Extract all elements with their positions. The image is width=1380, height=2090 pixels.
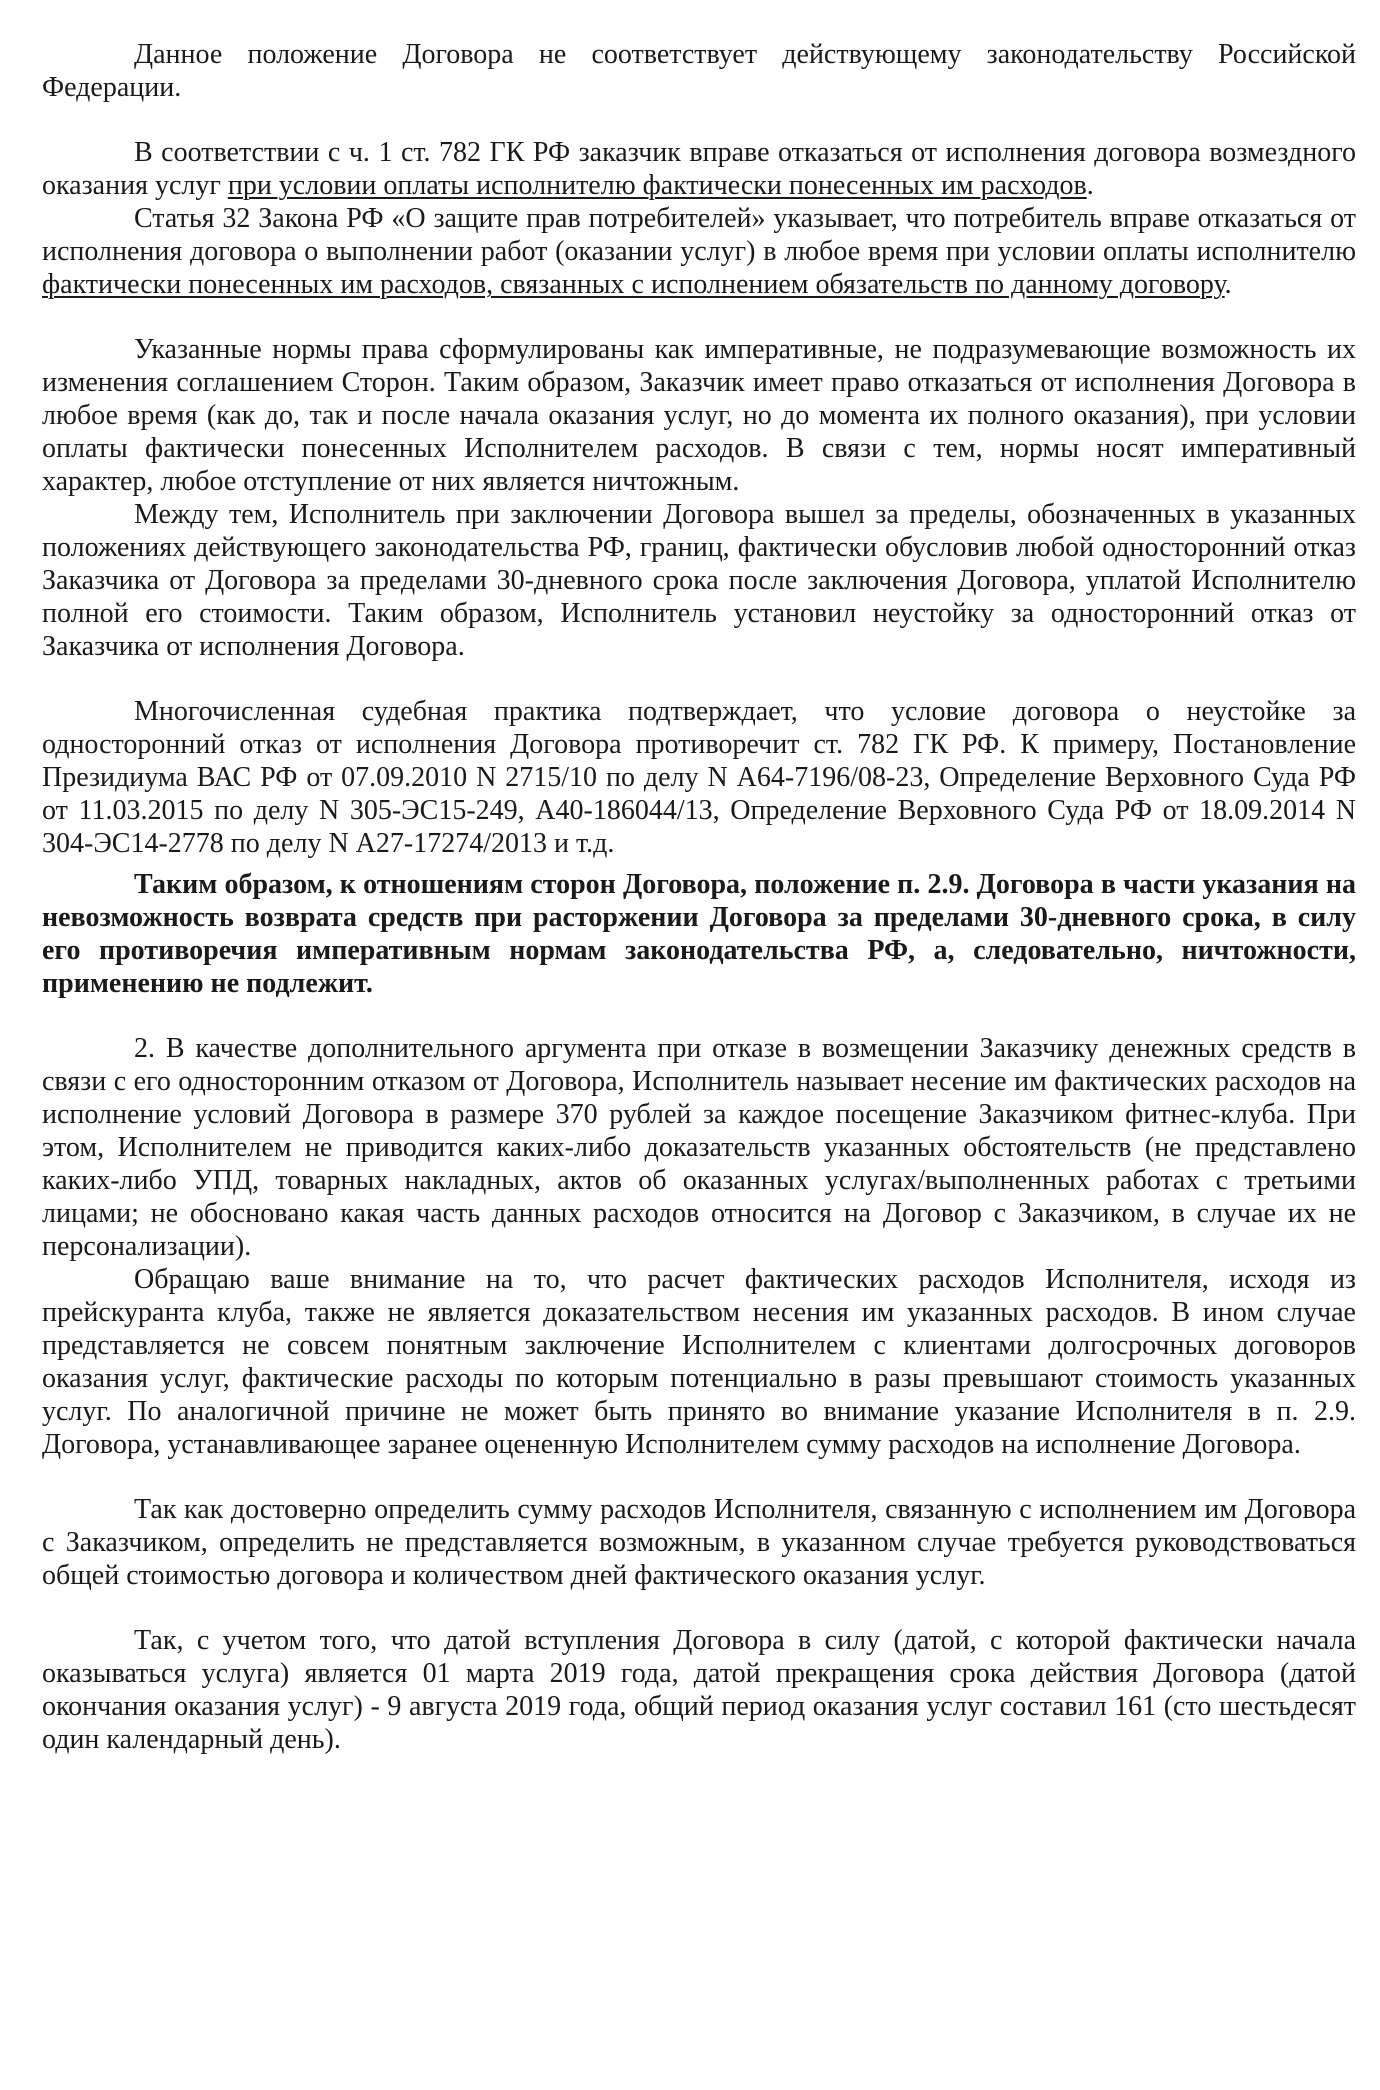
paragraph-conclusion-bold: Таким образом, к отношениям сторон Договора, положение п. 2.9. Договора в части указания на невозможность возврата средств при расторжении Договора за пределами 30-дневного срока, в силу его противоречия императивным нормам законодательства РФ, а, следовательно, ничтожности, применению не подлежит. bbox=[42, 869, 1356, 999]
paragraph-price-list: Обращаю ваше внимание на то, что расчет фактических расходов Исполнителя, исходя из прейскуранта клуба, также не является доказательством несения им указанных расходов. В ином случае представляется не совсем понятным заключение Исполнителем с клиентами долгосрочных договоров оказания услуг, фактические расходы по которым потенциально в разы превышают стоимость указанных услуг. По аналогичной причине не может быть принято во внимание указание Исполнителя в п. 2.9. Договора, устанавливающее заранее оцененную Исполнителем сумму расходов на исполнение Договора. bbox=[42, 1264, 1356, 1460]
underlined-text: фактически понесенных им расходов, связанных с исполнением обязательств по данному договору bbox=[42, 269, 1225, 300]
paragraph-contractor-limits: Между тем, Исполнитель при заключении Договора вышел за пределы, обозначенных в указанных положениях действующего законодательства РФ, границ, фактически обусловив любой односторонний отказ Заказчика от Договора за пределами 30-дневного срока после заключения Договора, уплатой Исполнителю полной его стоимости. Таким образом, Исполнитель установил неустойку за односторонний отказ от Заказчика от исполнения Договора. bbox=[42, 499, 1356, 662]
underlined-text: при условии оплаты исполнителю фактически понесенных им расходов bbox=[227, 170, 1087, 201]
paragraph-legislation-mismatch: Данное положение Договора не соответствует действующему законодательству Российской Федерации. bbox=[42, 39, 1356, 103]
paragraph-cost-calculation: Так как достоверно определить сумму расходов Исполнителя, связанную с исполнением им Договора с Заказчиком, определить не представляется возможным, в указанном случае требуется руководствоваться общей стоимостью договора и количеством дней фактического оказания услуг. bbox=[42, 1494, 1356, 1591]
paragraph-civil-code-782 bbox=[42, 136, 1356, 202]
paragraph-service-period: Так, с учетом того, что датой вступления Договора в силу (датой, с которой фактически начала оказываться услуга) является 01 марта 2019 года, датой прекращения срока действия Договора (датой окончания оказания услуг) - 9 августа 2019 года, общий период оказания услуг составил 161 (сто шестьдесят один календарный день). bbox=[42, 1625, 1356, 1755]
paragraph-court-practice: Многочисленная судебная практика подтверждает, что условие договора о неустойке за односторонний отказ от исполнения Договора противоречит ст. 782 ГК РФ. К примеру, Постановление Президиума ВАС РФ от 07.09.2010 N 2715/10 по делу N А64-7196/08-23, Определение Верховного Суда РФ от 11.03.2015 по делу N 305-ЭС15-249, А40-186044/13, Определение Верховного Суда РФ от 18.09.2014 N 304-ЭС14-2778 по делу N А27-17274/2013 и т.д. bbox=[42, 696, 1356, 859]
paragraph-consumer-law-32 bbox=[42, 202, 1356, 301]
paragraph-argument-2: 2. В качестве дополнительного аргумента при отказе в возмещении Заказчику денежных средств в связи с его односторонним отказом от Договора, Исполнитель называет несение им фактических расходов на исполнение условий Договора в размере 370 рублей за каждое посещение Заказчиком фитнес-клуба. При этом, Исполнителем не приводится каких-либо доказательств указанных обстоятельств (не представлено каких-либо УПД, товарных накладных, актов об оказанных услугах/выполненных работах с третьими лицами; не обосновано какая часть данных расходов относится на Договор с Заказчиком, в случае их не персонализации). bbox=[42, 1033, 1356, 1262]
text-segment: Статья 32 Закона РФ «О защите прав потребителей» указывает, что потребитель вправе отказаться от исполнения договора о выполнении работ (оказании услуг) в любое время при условии оплаты исполнителю bbox=[42, 203, 1356, 267]
paragraph-imperative-norms: Указанные нормы права сформулированы как императивные, не подразумевающие возможность их изменения соглашением Сторон. Таким образом, Заказчик имеет право отказаться от исполнения Договора в любое время (как до, так и после начала оказания услуг, но до момента их полного оказания), при условии оплаты фактически понесенных Исполнителем расходов. В связи с тем, нормы носят императивный характер, любое отступление от них является ничтожным. bbox=[42, 334, 1356, 497]
text-segment: . bbox=[1086, 170, 1094, 201]
text-segment: В соответствии с ч. 1 ст. 782 ГК РФ заказчик вправе отказаться от исполнения договора возмездного оказания услуг bbox=[42, 137, 1356, 201]
text-segment: . bbox=[1224, 269, 1232, 300]
